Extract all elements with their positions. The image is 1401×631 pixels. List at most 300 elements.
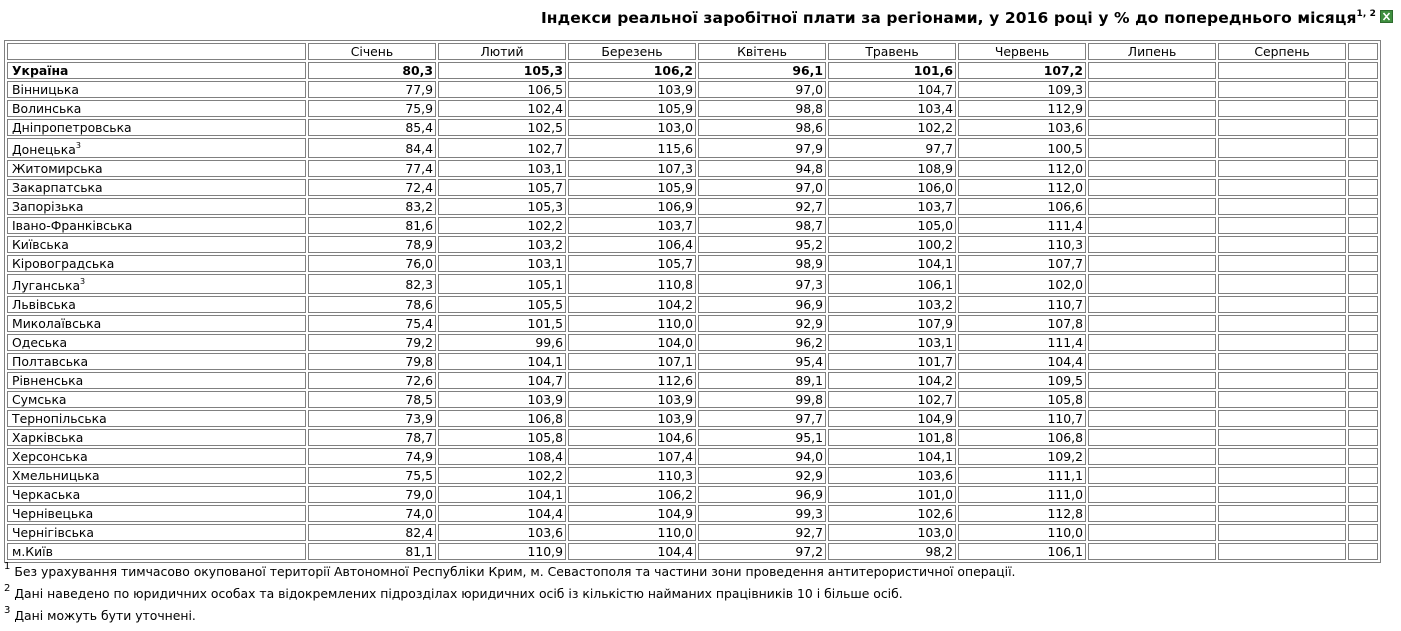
value-cell: 97,0 [698, 179, 826, 196]
value-cell [1218, 410, 1346, 427]
value-cell [1348, 138, 1378, 158]
value-cell: 102,6 [828, 505, 956, 522]
region-name: Одеська [7, 334, 306, 351]
value-cell: 107,3 [568, 160, 696, 177]
value-cell [1218, 391, 1346, 408]
value-cell: 105,8 [958, 391, 1086, 408]
region-name: Київська [7, 236, 306, 253]
region-name: Житомирська [7, 160, 306, 177]
value-cell: 103,9 [568, 391, 696, 408]
value-cell [1218, 81, 1346, 98]
value-cell: 97,3 [698, 274, 826, 294]
value-cell [1348, 81, 1378, 98]
value-cell [1088, 274, 1216, 294]
table-header-row [7, 43, 1378, 60]
column-header: Червень [958, 43, 1086, 60]
value-cell [1348, 315, 1378, 332]
value-cell: 84,4 [308, 138, 436, 158]
value-cell [1088, 486, 1216, 503]
value-cell: 98,7 [698, 217, 826, 234]
value-cell: 101,7 [828, 353, 956, 370]
value-cell [1088, 429, 1216, 446]
value-cell: 106,1 [828, 274, 956, 294]
value-cell [1218, 255, 1346, 272]
value-cell: 95,4 [698, 353, 826, 370]
value-cell: 97,7 [698, 410, 826, 427]
value-cell: 110,0 [958, 524, 1086, 541]
table-row [7, 100, 1378, 117]
value-cell: 115,6 [568, 138, 696, 158]
value-cell [1088, 410, 1216, 427]
value-cell: 105,9 [568, 100, 696, 117]
region-name: Харківська [7, 429, 306, 446]
region-name: Вінницька [7, 81, 306, 98]
value-cell: 101,5 [438, 315, 566, 332]
value-cell [1088, 524, 1216, 541]
value-cell [1088, 505, 1216, 522]
value-cell: 104,7 [438, 372, 566, 389]
value-cell [1088, 296, 1216, 313]
table-row [7, 138, 1378, 158]
value-cell: 103,9 [568, 410, 696, 427]
value-cell: 92,7 [698, 524, 826, 541]
column-header: Березень [568, 43, 696, 60]
value-cell: 103,7 [828, 198, 956, 215]
value-cell [1218, 179, 1346, 196]
value-cell: 104,4 [958, 353, 1086, 370]
value-cell: 79,0 [308, 486, 436, 503]
value-cell: 112,0 [958, 160, 1086, 177]
value-cell: 98,9 [698, 255, 826, 272]
table-row [7, 486, 1378, 503]
value-cell [1348, 255, 1378, 272]
value-cell: 107,8 [958, 315, 1086, 332]
value-cell: 81,6 [308, 217, 436, 234]
column-header [1348, 43, 1378, 60]
value-cell: 103,2 [828, 296, 956, 313]
value-cell: 106,8 [958, 429, 1086, 446]
value-cell: 105,3 [438, 198, 566, 215]
value-cell: 80,3 [308, 62, 436, 79]
value-cell: 104,4 [438, 505, 566, 522]
value-cell [1218, 372, 1346, 389]
value-cell: 110,0 [568, 524, 696, 541]
value-cell: 111,4 [958, 334, 1086, 351]
value-cell: 103,6 [828, 467, 956, 484]
value-cell [1348, 119, 1378, 136]
value-cell: 74,9 [308, 448, 436, 465]
value-cell [1218, 334, 1346, 351]
footnote-mark: 3 [80, 277, 86, 287]
value-cell [1218, 505, 1346, 522]
region-name: Черкаська [7, 486, 306, 503]
value-cell: 103,6 [438, 524, 566, 541]
region-name: Волинська [7, 100, 306, 117]
value-cell [1348, 274, 1378, 294]
value-cell: 106,4 [568, 236, 696, 253]
value-cell: 103,4 [828, 100, 956, 117]
table-row [7, 524, 1378, 541]
table-row [7, 160, 1378, 177]
table-row [7, 505, 1378, 522]
value-cell: 105,7 [568, 255, 696, 272]
page-title [541, 9, 1376, 27]
table-row [7, 255, 1378, 272]
value-cell: 110,9 [438, 543, 566, 560]
value-cell: 110,0 [568, 315, 696, 332]
title-row [541, 9, 1393, 31]
value-cell [1218, 543, 1346, 560]
region-name: Запорізька [7, 198, 306, 215]
region-name: Львівська [7, 296, 306, 313]
value-cell: 105,8 [438, 429, 566, 446]
value-cell [1348, 429, 1378, 446]
table-row [7, 198, 1378, 215]
column-header [7, 43, 306, 60]
value-cell: 110,3 [958, 236, 1086, 253]
value-cell: 107,4 [568, 448, 696, 465]
value-cell: 97,9 [698, 138, 826, 158]
region-name: Рівненська [7, 372, 306, 389]
value-cell: 106,9 [568, 198, 696, 215]
value-cell: 92,7 [698, 198, 826, 215]
value-cell: 82,3 [308, 274, 436, 294]
value-cell: 103,0 [568, 119, 696, 136]
value-cell [1218, 119, 1346, 136]
value-cell: 102,4 [438, 100, 566, 117]
table-row [7, 81, 1378, 98]
value-cell [1088, 334, 1216, 351]
value-cell: 78,5 [308, 391, 436, 408]
value-cell: 105,5 [438, 296, 566, 313]
value-cell [1218, 353, 1346, 370]
value-cell: 106,8 [438, 410, 566, 427]
table-row [7, 334, 1378, 351]
value-cell: 97,7 [828, 138, 956, 158]
value-cell [1088, 160, 1216, 177]
value-cell: 106,2 [568, 486, 696, 503]
value-cell: 75,4 [308, 315, 436, 332]
value-cell: 78,7 [308, 429, 436, 446]
value-cell: 85,4 [308, 119, 436, 136]
value-cell [1218, 274, 1346, 294]
value-cell [1348, 505, 1378, 522]
table-row [7, 296, 1378, 313]
value-cell: 108,9 [828, 160, 956, 177]
value-cell: 78,6 [308, 296, 436, 313]
value-cell: 97,2 [698, 543, 826, 560]
value-cell: 99,8 [698, 391, 826, 408]
value-cell [1088, 467, 1216, 484]
value-cell: 99,3 [698, 505, 826, 522]
value-cell [1348, 467, 1378, 484]
value-cell: 107,9 [828, 315, 956, 332]
table-row [7, 353, 1378, 370]
value-cell: 73,9 [308, 410, 436, 427]
value-cell [1348, 410, 1378, 427]
value-cell [1348, 448, 1378, 465]
value-cell: 110,7 [958, 296, 1086, 313]
value-cell [1348, 217, 1378, 234]
value-cell: 103,9 [568, 81, 696, 98]
table-row [7, 429, 1378, 446]
column-header: Квітень [698, 43, 826, 60]
title-footnote-marks: 1, 2 [1356, 8, 1376, 19]
value-cell: 103,1 [438, 255, 566, 272]
value-cell: 103,7 [568, 217, 696, 234]
footnote: $^2$ Дані наведено по юридичних особах та відокремлених підрозділах юридичних осіб із кількістю найманих працівників 10 і більше осіб. [4, 583, 903, 602]
value-cell [1088, 391, 1216, 408]
value-cell: 104,1 [438, 486, 566, 503]
value-cell: 101,6 [828, 62, 956, 79]
value-cell [1348, 524, 1378, 541]
value-cell [1218, 160, 1346, 177]
value-cell [1218, 486, 1346, 503]
region-name: Хмельницька [7, 467, 306, 484]
value-cell: 103,2 [438, 236, 566, 253]
value-cell: 75,9 [308, 100, 436, 117]
value-cell: 104,1 [828, 448, 956, 465]
column-header: Лютий [438, 43, 566, 60]
value-cell [1218, 236, 1346, 253]
region-name: м.Київ [7, 543, 306, 560]
footnotes [4, 559, 1015, 625]
value-cell: 111,0 [958, 486, 1086, 503]
region-name: Донецька$^3$ [7, 138, 306, 158]
table-row [7, 217, 1378, 234]
page-title-text: Індекси реальної заробітної плати за регіонами, у 2016 році у % до попереднього місяця [540, 9, 1357, 27]
value-cell [1218, 429, 1346, 446]
value-cell: 98,8 [698, 100, 826, 117]
value-cell: 109,2 [958, 448, 1086, 465]
value-cell: 104,9 [568, 505, 696, 522]
table-row [7, 448, 1378, 465]
value-cell: 92,9 [698, 467, 826, 484]
value-cell: 101,0 [828, 486, 956, 503]
value-cell: 92,9 [698, 315, 826, 332]
value-cell [1348, 179, 1378, 196]
value-cell: 103,1 [438, 160, 566, 177]
value-cell [1088, 448, 1216, 465]
value-cell: 107,2 [958, 62, 1086, 79]
value-cell: 105,7 [438, 179, 566, 196]
value-cell: 102,2 [438, 217, 566, 234]
value-cell [1218, 138, 1346, 158]
value-cell: 102,7 [828, 391, 956, 408]
value-cell: 102,7 [438, 138, 566, 158]
value-cell: 96,2 [698, 334, 826, 351]
value-cell: 102,0 [958, 274, 1086, 294]
value-cell [1088, 543, 1216, 560]
value-cell: 82,4 [308, 524, 436, 541]
value-cell: 104,9 [828, 410, 956, 427]
value-cell: 104,7 [828, 81, 956, 98]
value-cell: 104,1 [828, 255, 956, 272]
table-row [7, 315, 1378, 332]
region-name: Чернігівська [7, 524, 306, 541]
value-cell [1218, 296, 1346, 313]
value-cell: 105,1 [438, 274, 566, 294]
value-cell [1348, 353, 1378, 370]
table-row [7, 119, 1378, 136]
value-cell: 79,2 [308, 334, 436, 351]
value-cell: 77,9 [308, 81, 436, 98]
value-cell [1088, 62, 1216, 79]
table-row [7, 274, 1378, 294]
value-cell [1348, 296, 1378, 313]
value-cell: 107,1 [568, 353, 696, 370]
value-cell: 83,2 [308, 198, 436, 215]
value-cell: 103,9 [438, 391, 566, 408]
region-name: Полтавська [7, 353, 306, 370]
region-name: Івано-Франківська [7, 217, 306, 234]
value-cell [1218, 524, 1346, 541]
value-cell: 100,5 [958, 138, 1086, 158]
value-cell: 96,9 [698, 296, 826, 313]
value-cell: 106,5 [438, 81, 566, 98]
value-cell [1088, 255, 1216, 272]
value-cell [1218, 62, 1346, 79]
value-cell [1218, 198, 1346, 215]
value-cell [1088, 372, 1216, 389]
value-cell [1218, 315, 1346, 332]
value-cell: 81,1 [308, 543, 436, 560]
value-cell: 95,2 [698, 236, 826, 253]
value-cell: 75,5 [308, 467, 436, 484]
value-cell: 110,7 [958, 410, 1086, 427]
table-row [7, 372, 1378, 389]
value-cell: 98,6 [698, 119, 826, 136]
region-name: Луганська$^3$ [7, 274, 306, 294]
value-cell [1218, 448, 1346, 465]
column-header: Січень [308, 43, 436, 60]
value-cell: 112,9 [958, 100, 1086, 117]
value-cell [1088, 81, 1216, 98]
table-row [7, 179, 1378, 196]
value-cell [1088, 217, 1216, 234]
value-cell: 102,2 [438, 467, 566, 484]
value-cell: 96,9 [698, 486, 826, 503]
column-header: Травень [828, 43, 956, 60]
value-cell: 112,0 [958, 179, 1086, 196]
value-cell: 89,1 [698, 372, 826, 389]
value-cell: 97,0 [698, 81, 826, 98]
table-row [7, 236, 1378, 253]
region-name: Закарпатська [7, 179, 306, 196]
value-cell [1218, 217, 1346, 234]
footnote: $^3$ Дані можуть бути уточнені. [4, 605, 196, 624]
value-cell: 100,2 [828, 236, 956, 253]
region-name: Херсонська [7, 448, 306, 465]
column-header: Серпень [1218, 43, 1346, 60]
value-cell [1088, 315, 1216, 332]
value-cell: 108,4 [438, 448, 566, 465]
value-cell: 110,3 [568, 467, 696, 484]
value-cell: 76,0 [308, 255, 436, 272]
footnote: $^1$ Без урахування тимчасово окупованої території Автономної Республіки Крим, м. Севастополя та частини зони проведення антитерористичної операції. [4, 561, 1016, 580]
value-cell: 74,0 [308, 505, 436, 522]
value-cell: 105,9 [568, 179, 696, 196]
value-cell: 106,6 [958, 198, 1086, 215]
value-cell: 111,1 [958, 467, 1086, 484]
value-cell: 78,9 [308, 236, 436, 253]
value-cell [1088, 100, 1216, 117]
value-cell: 109,3 [958, 81, 1086, 98]
value-cell: 106,0 [828, 179, 956, 196]
value-cell: 95,1 [698, 429, 826, 446]
value-cell [1348, 100, 1378, 117]
value-cell [1348, 236, 1378, 253]
value-cell: 105,3 [438, 62, 566, 79]
value-cell: 79,8 [308, 353, 436, 370]
value-cell: 103,0 [828, 524, 956, 541]
value-cell: 72,6 [308, 372, 436, 389]
value-cell: 94,8 [698, 160, 826, 177]
value-cell: 104,2 [828, 372, 956, 389]
value-cell: 105,0 [828, 217, 956, 234]
value-cell [1348, 62, 1378, 79]
value-cell: 104,2 [568, 296, 696, 313]
table-body [7, 62, 1378, 560]
column-header: Липень [1088, 43, 1216, 60]
value-cell: 72,4 [308, 179, 436, 196]
value-cell: 110,8 [568, 274, 696, 294]
excel-download-icon[interactable] [1380, 10, 1393, 23]
value-cell: 94,0 [698, 448, 826, 465]
value-cell [1218, 100, 1346, 117]
value-cell: 104,0 [568, 334, 696, 351]
region-name: Сумська [7, 391, 306, 408]
value-cell [1088, 138, 1216, 158]
value-cell [1348, 486, 1378, 503]
value-cell [1348, 198, 1378, 215]
value-cell: 102,5 [438, 119, 566, 136]
table-row [7, 410, 1378, 427]
value-cell: 77,4 [308, 160, 436, 177]
region-name: Дніпропетровська [7, 119, 306, 136]
value-cell: 99,6 [438, 334, 566, 351]
region-name: Україна [7, 62, 306, 79]
value-cell: 104,1 [438, 353, 566, 370]
value-cell [1088, 119, 1216, 136]
value-cell: 98,2 [828, 543, 956, 560]
value-cell: 104,6 [568, 429, 696, 446]
table-row [7, 391, 1378, 408]
value-cell: 103,6 [958, 119, 1086, 136]
table-row [7, 543, 1378, 560]
value-cell [1348, 334, 1378, 351]
value-cell: 107,7 [958, 255, 1086, 272]
table-row [7, 467, 1378, 484]
value-cell: 96,1 [698, 62, 826, 79]
value-cell [1348, 160, 1378, 177]
value-cell: 103,1 [828, 334, 956, 351]
value-cell: 111,4 [958, 217, 1086, 234]
value-cell [1088, 353, 1216, 370]
value-cell [1088, 198, 1216, 215]
region-name: Кіровоградська [7, 255, 306, 272]
value-cell: 104,4 [568, 543, 696, 560]
region-name: Чернівецька [7, 505, 306, 522]
region-name: Миколаївська [7, 315, 306, 332]
table-row [7, 62, 1378, 79]
value-cell [1348, 372, 1378, 389]
footnote-mark: 3 [75, 141, 81, 150]
value-cell: 109,5 [958, 372, 1086, 389]
value-cell: 112,6 [568, 372, 696, 389]
region-name: Тернопільська [7, 410, 306, 427]
value-cell: 106,1 [958, 543, 1086, 560]
